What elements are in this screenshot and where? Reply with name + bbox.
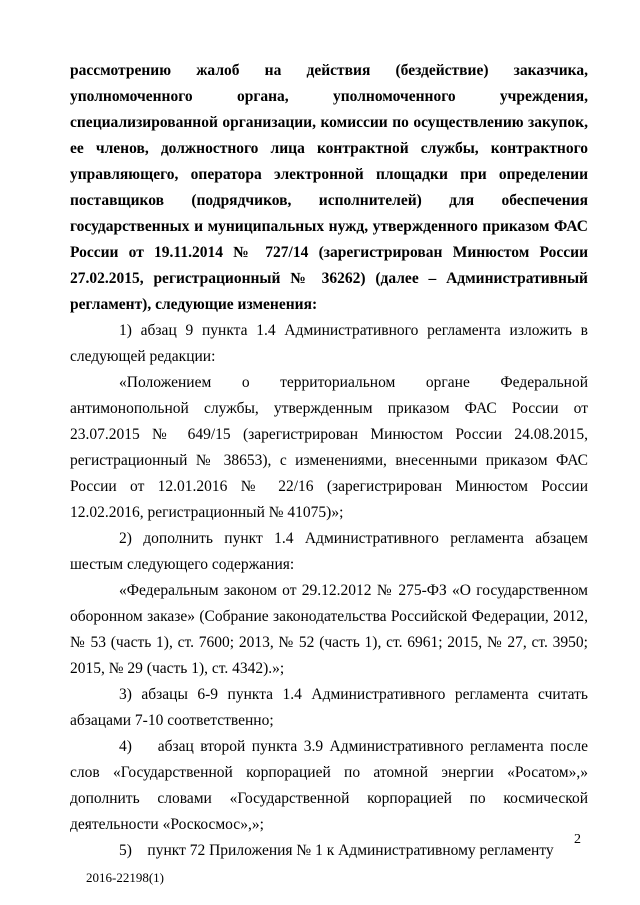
paragraph-item-2-quote: «Федеральным законом от 29.12.2012 № 275-ФЗ «О государственном оборонном заказе» (Собрание законодательства Российской Федерации, 2012, № 53 (часть 1), ст. 7600; 2013, № 52 (часть 1), ст. 6961; 2015, № 27, ст. 3950; 2015, № 29 (часть 1), ст. 4342).»;: [70, 582, 588, 677]
paragraph-item-1: 1) абзац 9 пункта 1.4 Административного регламента изложить в следующей редакции:: [70, 322, 588, 365]
paragraph-item-5: 5) пункт 72 Приложения № 1 к Административному регламенту: [119, 842, 554, 859]
page-number: 2: [574, 832, 581, 847]
document-code: 2016-22198(1): [86, 870, 164, 885]
paragraph-item-2: 2) дополнить пункт 1.4 Административного регламента абзацем шестым следующего содержания:: [70, 530, 588, 573]
paragraph-item-3: 3) абзацы 6-9 пункта 1.4 Административного регламента считать абзацами 7-10 соответственно;: [70, 686, 588, 729]
paragraph-item-1-quote: «Положением о территориальном органе Федеральной антимонопольной службы, утвержденным приказом ФАС России от 23.07.2015 № 649/15 (зарегистрирован Минюстом России 24.08.2015, регистрационный № 38653), с изменениями, внесенными приказом ФАС России от 12.01.2016 № 22/16 (зарегистрирован Минюстом России 12.02.2016, регистрационный № 41075)»;: [70, 374, 588, 521]
document-body: [70, 58, 592, 864]
paragraph-item-4: 4) абзац второй пункта 3.9 Административного регламента после слов «Государственной корпорацией по атомной энергии «Росатом»,» дополнить словами «Государственной корпорацией по космической деятельности «Роскосмос»,»;: [70, 738, 592, 833]
paragraph-intro: рассмотрению жалоб на действия (бездействие) заказчика, уполномоченного органа, уполномоченного учреждения, специализированной организации, комиссии по осуществлению закупок, ее членов, должностного лица контрактной службы, контрактного управляющего, оператора электронной площадки при определении поставщиков (подрядчиков, исполнителей) для обеспечения государственных и муниципальных нужд, утвержденного приказом ФАС России от 19.11.2014 № 727/14 (зарегистрирован Минюстом России 27.02.2015, регистрационный № 36262) (далее – Административный регламент), следующие изменения:: [70, 62, 588, 313]
